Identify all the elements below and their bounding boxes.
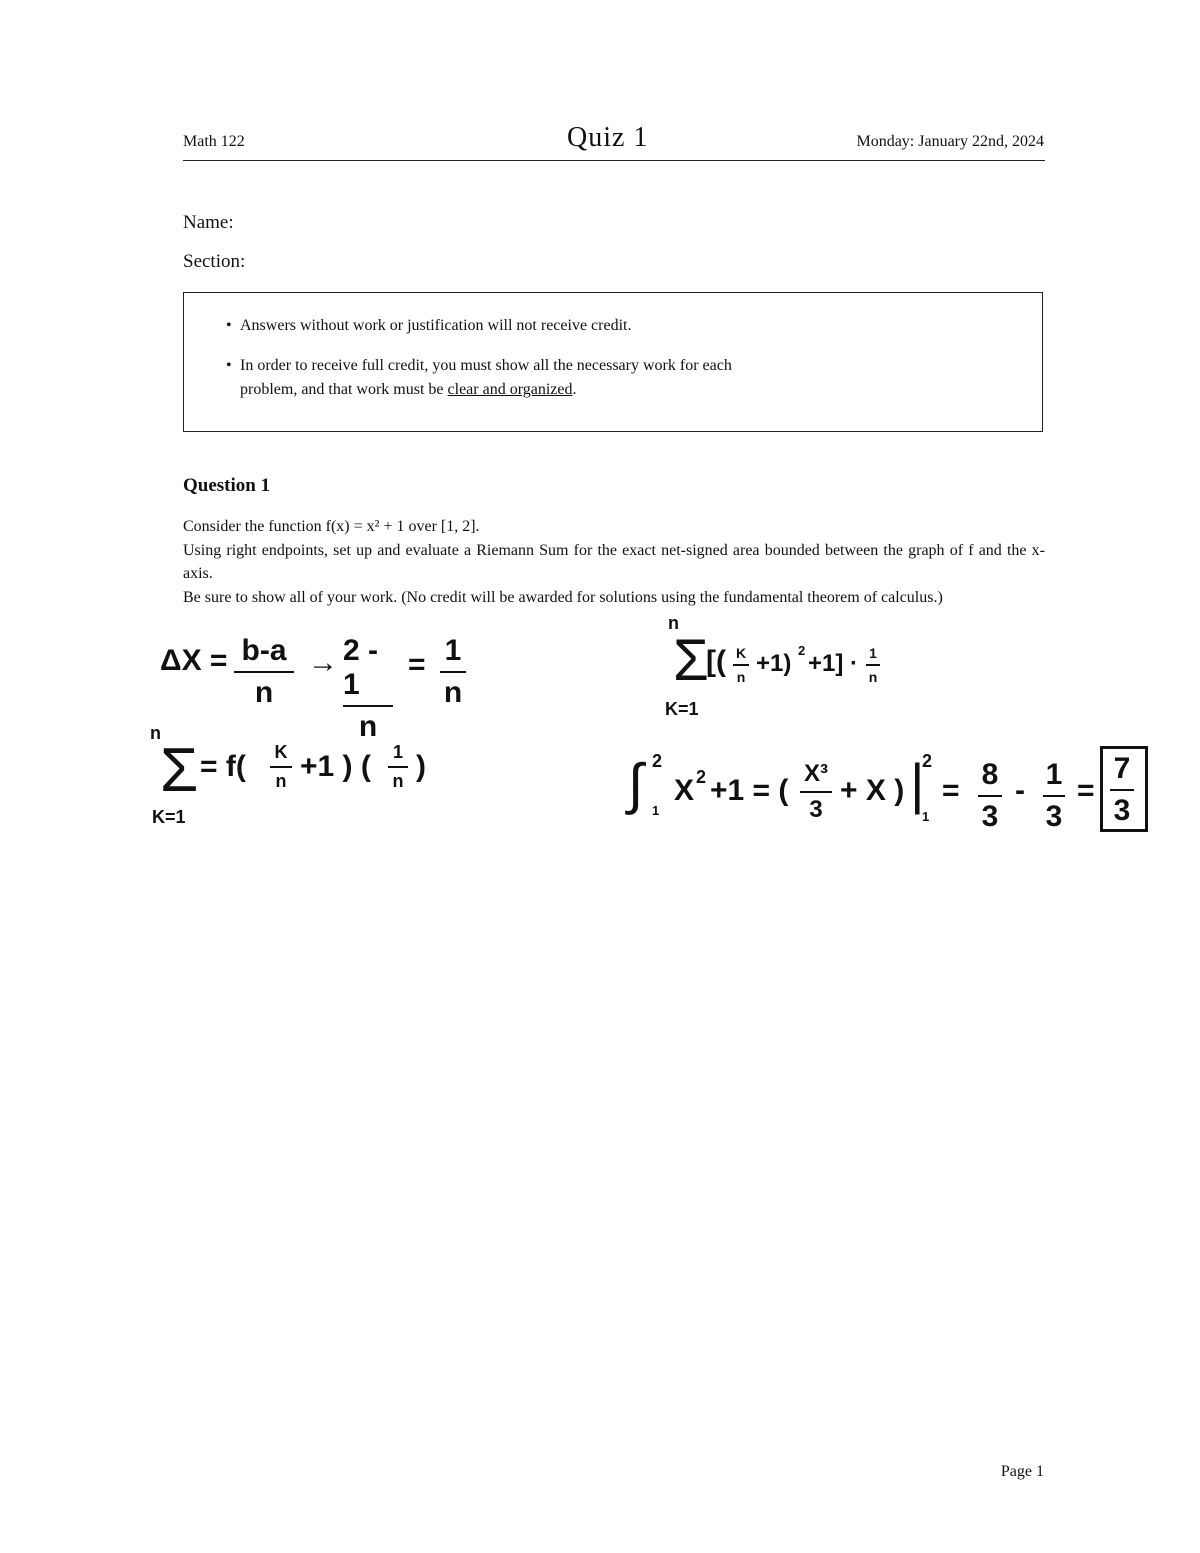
hw-text: = (942, 774, 960, 807)
hw-num: b-a (241, 634, 287, 667)
hw-num: X³ (804, 760, 828, 787)
sigma-icon: Σ (673, 628, 709, 693)
hw-den: n (275, 771, 287, 791)
question-line: Be sure to show all of your work. (No credit will be awarded for solutions using the fundamental theorem of calculus.) (183, 588, 943, 606)
hw-evaluation-bar: | (910, 752, 925, 815)
hw-text: = f( (200, 750, 246, 783)
hw-num: 8 (981, 758, 999, 791)
hw-num: 1 (392, 742, 403, 762)
hw-num: 1 (1045, 758, 1063, 791)
integral-icon: ∫ (628, 752, 644, 815)
instruction-item (226, 314, 632, 338)
hw-text: - (1015, 774, 1025, 807)
hw-text: K=1 (665, 699, 699, 719)
hw-num: K (735, 645, 747, 661)
question-line: Consider the function f(x) = x² + 1 over [1, 2]. (183, 518, 480, 535)
question-text (183, 515, 1045, 609)
hw-fraction (234, 634, 294, 710)
course-label: Math 122 (183, 133, 245, 150)
instruction-text: problem, and that work must be (240, 381, 448, 398)
hw-text: n (668, 613, 679, 633)
instruction-text: . (572, 381, 577, 398)
question-heading: Question 1 (183, 475, 271, 496)
hw-den: n (868, 669, 878, 685)
question-line: Using right endpoints, set up and evaluate a Riemann Sum for the exact net-signed area bounded between the graph of f and the x-axis. (183, 541, 1045, 582)
hw-text: n (150, 723, 161, 743)
hw-text: ) (416, 750, 426, 783)
hw-fraction (1043, 758, 1065, 834)
hw-fraction (978, 758, 1002, 834)
name-field-label: Name: (183, 212, 234, 233)
header-divider (183, 160, 1045, 161)
page-title: Quiz 1 (567, 122, 649, 153)
hw-num: 1 (869, 645, 877, 661)
hw-fraction (440, 634, 466, 710)
hw-text: 1 (652, 803, 660, 818)
hw-text: +1) (756, 650, 792, 677)
section-field-label: Section: (183, 251, 246, 272)
hw-den: 3 (1113, 794, 1131, 827)
hw-num: K (274, 742, 288, 762)
instruction-item (226, 354, 732, 402)
hw-text: +1] · (808, 650, 859, 677)
hw-text: +1 = ( (710, 774, 789, 807)
instruction-text: In order to receive full credit, you must show all the necessary work for each (240, 357, 732, 374)
hw-text: K=1 (152, 807, 186, 827)
quiz-date: Monday: January 22nd, 2024 (856, 133, 1044, 150)
hw-text: 1 (922, 809, 930, 824)
hw-fraction (343, 634, 393, 744)
hw-num: 2 - 1 (343, 634, 379, 701)
hw-exponent: 2 (798, 643, 806, 658)
hw-fraction (800, 760, 832, 824)
hw-fraction (733, 645, 749, 685)
hw-fraction (866, 645, 880, 685)
hw-fraction (270, 742, 292, 792)
hw-den: n (358, 710, 378, 743)
arrow-icon: → (308, 646, 338, 679)
bullet-icon: • (226, 357, 232, 374)
hw-den: 3 (1045, 800, 1063, 833)
hw-num: 7 (1113, 752, 1131, 785)
hw-text: +1 ) ( (300, 750, 371, 783)
hw-den: n (392, 771, 404, 791)
hw-num: 1 (444, 634, 462, 667)
hw-den: 3 (809, 796, 823, 823)
instruction-text: Answers without work or justification will not receive credit. (240, 317, 632, 334)
hw-exponent: 2 (696, 767, 707, 787)
hw-den: 3 (981, 800, 999, 833)
hw-den: n (254, 676, 274, 709)
hw-text: X (674, 774, 695, 807)
hw-text: 2 (922, 751, 933, 771)
hw-den: n (443, 676, 463, 709)
page-number: Page 1 (1000, 1463, 1044, 1480)
hw-text: = (1077, 774, 1095, 807)
hw-den: n (736, 669, 746, 685)
bullet-icon: • (226, 317, 232, 334)
hw-text: [( (706, 645, 726, 678)
instruction-emphasis: clear and organized (447, 381, 573, 398)
hw-fraction (388, 742, 408, 792)
hw-text: 2 (652, 751, 663, 771)
answer-fraction (1110, 752, 1134, 828)
sigma-icon: Σ (160, 736, 199, 805)
hw-text: ΔX = (160, 644, 228, 677)
hw-text: = (408, 648, 426, 681)
hw-text: + X ) (840, 774, 905, 807)
